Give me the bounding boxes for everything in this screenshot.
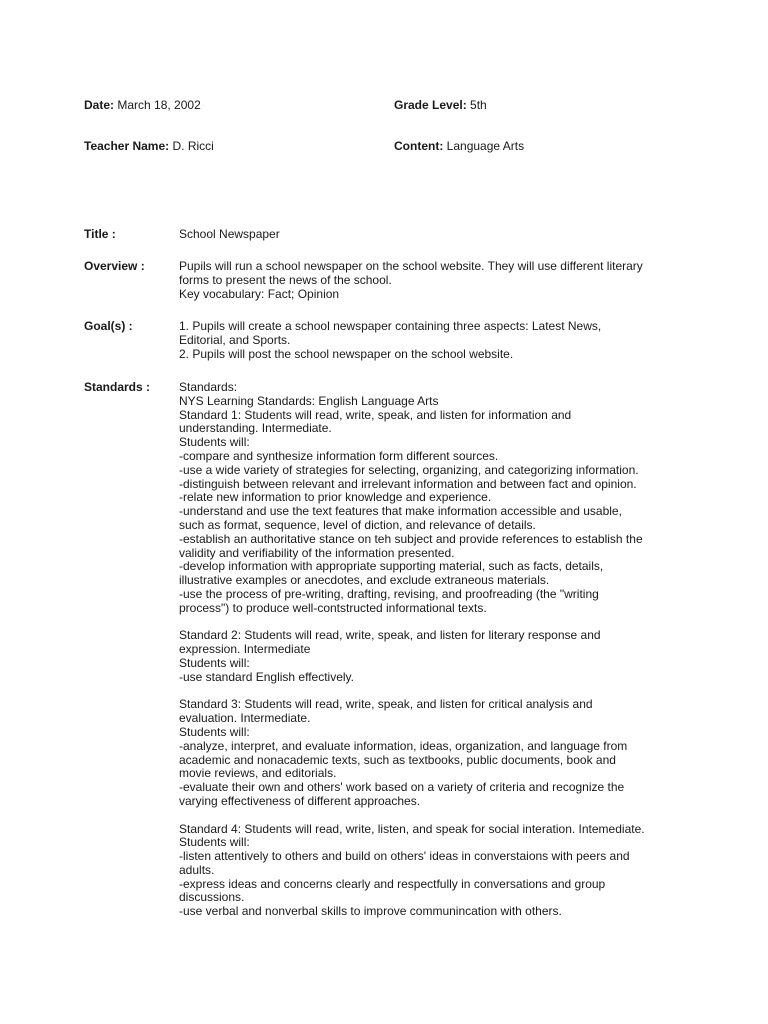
standards-line: Students will: bbox=[179, 835, 250, 850]
standards-line: Students will: bbox=[179, 724, 250, 739]
standards-line: movie reviews, and editorials. bbox=[179, 766, 337, 781]
standards-line: NYS Learning Standards: English Language Arts bbox=[179, 393, 439, 408]
title-value bbox=[179, 228, 689, 242]
overview-line: Pupils will run a school newspaper on the school website. They will use different literary bbox=[179, 259, 643, 273]
date-label: Date: bbox=[84, 98, 115, 112]
standards-line: Standard 3: Students will read, write, speak, and listen for critical analysis and bbox=[179, 697, 593, 712]
goals-line: Editorial, and Sports. bbox=[179, 332, 291, 347]
standards-line: such as format, sequence, level of diction, and relevance of details. bbox=[179, 517, 536, 532]
standards-line: adults. bbox=[179, 862, 215, 877]
date-field bbox=[84, 99, 201, 113]
goals-label: Goal(s) : bbox=[84, 319, 133, 333]
standards-line: -use verbal and nonverbal skills to improve communincation with others. bbox=[179, 904, 562, 919]
standards-line: Students will: bbox=[179, 655, 250, 670]
standards-line: illustrative examples or anecdotes, and exclude extraneous materials. bbox=[179, 573, 550, 588]
standards-line: academic and nonacademic texts, such as textbooks, public documents, book and bbox=[179, 752, 616, 767]
standards-line: -express ideas and concerns clearly and respectfully in conversations and group bbox=[179, 876, 606, 891]
standards-line: evaluation. Intermediate. bbox=[179, 711, 311, 726]
standards-label: Standards : bbox=[84, 380, 151, 394]
goals-line: 1. Pupils will create a school newspaper containing three aspects: Latest News, bbox=[179, 319, 602, 333]
standards-line: -use standard English effectively. bbox=[179, 669, 354, 684]
goals-text bbox=[179, 320, 689, 361]
date-value: March 18, 2002 bbox=[117, 98, 201, 112]
standards-line: Standard 1: Students will read, write, speak, and listen for information and bbox=[179, 407, 572, 422]
grade-level-value: 5th bbox=[470, 98, 487, 112]
content-label: Content: bbox=[394, 139, 444, 153]
overview-line: forms to present the news of the school. bbox=[179, 272, 392, 287]
content-field bbox=[394, 140, 524, 154]
standards-line: Standard 2: Students will read, write, speak, and listen for literary response and bbox=[179, 628, 601, 643]
overview-line: Key vocabulary: Fact; Opinion bbox=[179, 286, 340, 301]
standards-line: varying effectiveness of different approaches. bbox=[179, 793, 421, 808]
standards-line: -compare and synthesize information form different sources. bbox=[179, 448, 499, 463]
standards-line: process") to produce well-contstructed informational texts. bbox=[179, 600, 487, 615]
grade-level-label: Grade Level: bbox=[394, 98, 467, 112]
title-text: School Newspaper bbox=[179, 227, 280, 241]
standards-line: -understand and use the text features that make information accessible and usable, bbox=[179, 504, 622, 519]
standards-line: validity and verifiability of the information presented. bbox=[179, 545, 455, 560]
content-value: Language Arts bbox=[446, 139, 525, 153]
standard-4-block bbox=[179, 823, 689, 920]
standards-line: -evaluate their own and others' work based on a variety of criteria and recognize the bbox=[179, 780, 625, 795]
overview-label: Overview : bbox=[84, 259, 145, 273]
title-label: Title : bbox=[84, 227, 116, 241]
grade-level-field bbox=[394, 99, 487, 113]
standards-line: -use a wide variety of strategies for selecting, organizing, and categorizing information. bbox=[179, 462, 639, 477]
overview-text bbox=[179, 260, 689, 301]
standards-line: -use the process of pre-writing, drafting, revising, and proofreading (the "writing bbox=[179, 586, 599, 601]
standards-line: -distinguish between relevant and irrelevant information and between fact and opinion. bbox=[179, 476, 637, 491]
standards-line: Standards: bbox=[179, 380, 238, 394]
standard-1-block bbox=[179, 381, 689, 616]
standards-line: understanding. Intermediate. bbox=[179, 421, 332, 436]
standard-3-block bbox=[179, 698, 689, 808]
standards-line: -relate new information to prior knowledge and experience. bbox=[179, 490, 492, 505]
standards-text bbox=[179, 381, 689, 919]
goals-line: 2. Pupils will post the school newspaper on the school website. bbox=[179, 346, 514, 361]
standards-line: -listen attentively to others and build on others' ideas in converstaions with peers and bbox=[179, 849, 630, 864]
teacher-name-field bbox=[84, 140, 214, 154]
standards-line: expression. Intermediate bbox=[179, 642, 311, 657]
standards-line: Students will: bbox=[179, 435, 250, 450]
standards-line: -develop information with appropriate supporting material, such as facts, details, bbox=[179, 559, 604, 574]
teacher-name-label: Teacher Name: bbox=[84, 139, 170, 153]
standards-line: -establish an authoritative stance on teh subject and provide references to establish the bbox=[179, 531, 643, 546]
standards-line: discussions. bbox=[179, 890, 245, 905]
standards-line: Standard 4: Students will read, write, listen, and speak for social interation. Intemediate. bbox=[179, 821, 645, 836]
teacher-name-value: D. Ricci bbox=[172, 139, 214, 153]
standards-line: -analyze, interpret, and evaluate information, ideas, organization, and language from bbox=[179, 738, 628, 753]
standard-2-block bbox=[179, 629, 689, 684]
